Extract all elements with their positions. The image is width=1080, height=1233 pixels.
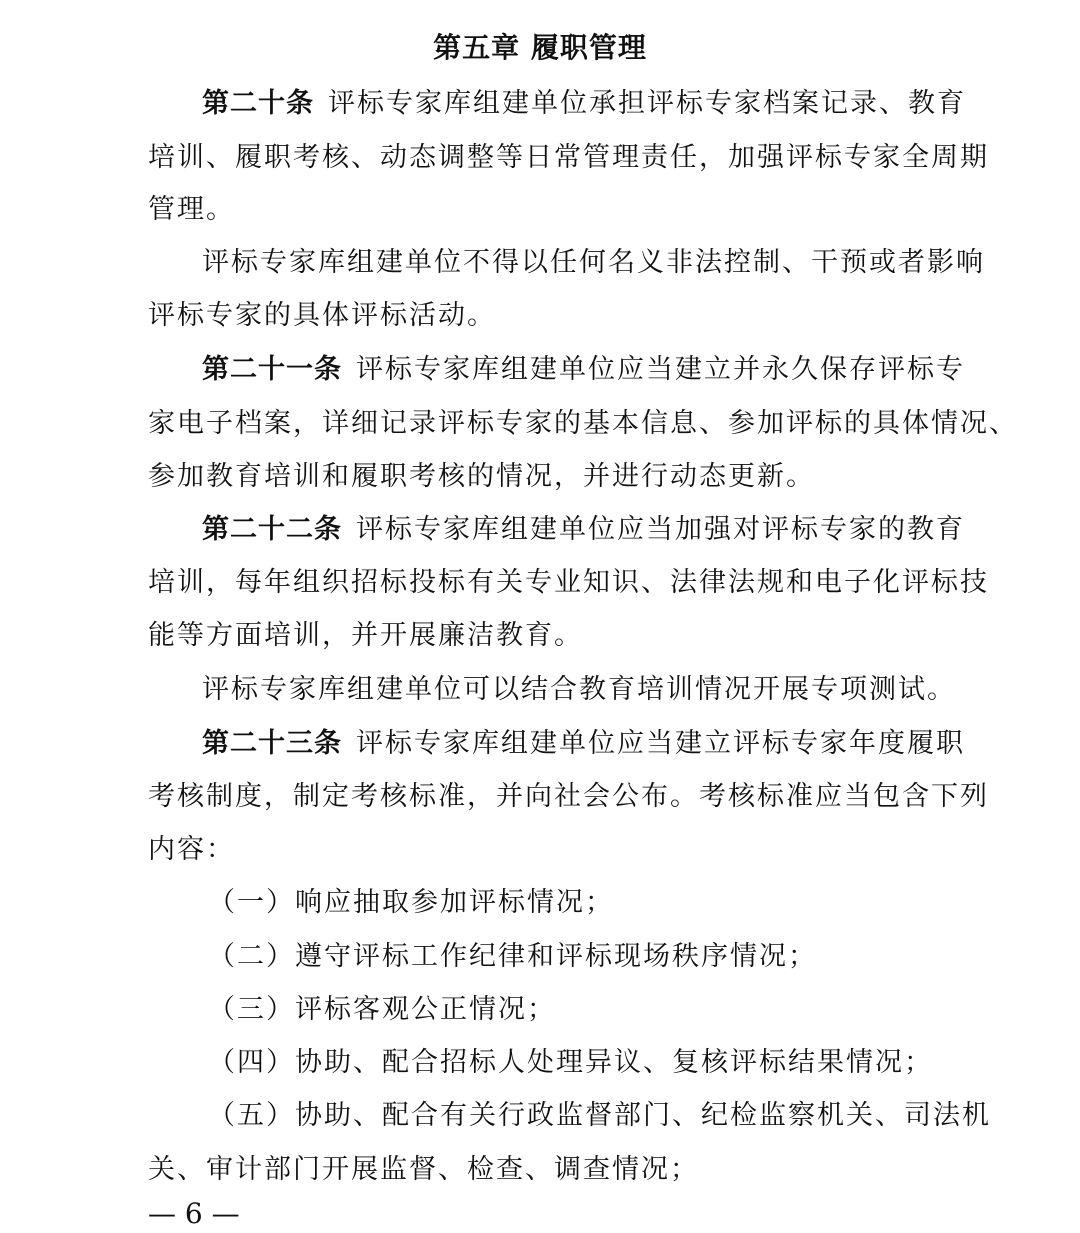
article-22-line-3: 能等方面培训，并开展廉洁教育。 [148, 620, 583, 651]
article-21-line-1 [202, 350, 992, 390]
article-23-line-3: 内容： [148, 834, 235, 865]
article-20-line-1 [202, 84, 992, 124]
article-22-line-2: 培训，每年组织招标投标有关专业知识、法律法规和电子化评标技 [148, 567, 989, 598]
article-21-line-2: 家电子档案，详细记录评标专家的基本信息、参加评标的具体情况、 [148, 408, 1018, 439]
article-20-line-3: 管理。 [148, 194, 235, 225]
article-23-heading: 第二十三条 [202, 728, 342, 759]
article-20-text-1: 评标专家库组建单位承担评标专家档案记录、教育 [328, 88, 966, 119]
article-21-text-1: 评标专家库组建单位应当建立并永久保存评标专 [356, 354, 965, 385]
article-22-heading: 第二十二条 [202, 514, 342, 545]
list-item-5: （五）协助、配合有关行政监督部门、纪检监察机关、司法机 [208, 1100, 991, 1131]
list-item-2: （二）遵守评标工作纪律和评标现场秩序情况； [208, 941, 817, 972]
chapter-title: 第五章 履职管理 [433, 31, 647, 64]
article-21-line-3: 参加教育培训和履职考核的情况，并进行动态更新。 [148, 461, 815, 492]
article-20-para-2-line-2: 评标专家的具体评标活动。 [148, 300, 496, 331]
article-23-line-1 [202, 724, 992, 764]
list-item-1: （一）响应抽取参加评标情况； [208, 887, 614, 918]
article-20-heading: 第二十条 [202, 88, 314, 119]
article-20-para-2-line-1: 评标专家库组建单位不得以任何名义非法控制、干预或者影响 [202, 247, 985, 278]
article-23-text-1: 评标专家库组建单位应当建立评标专家年度履职 [356, 728, 965, 759]
article-20-line-2: 培训、履职考核、动态调整等日常管理责任，加强评标专家全周期 [148, 142, 989, 173]
list-item-4: （四）协助、配合招标人处理异议、复核评标结果情况； [208, 1047, 933, 1078]
article-22-line-1 [202, 510, 992, 550]
article-23-line-2: 考核制度，制定考核标准，并向社会公布。考核标准应当包含下列 [148, 781, 989, 812]
article-22-para-2-line-1: 评标专家库组建单位可以结合教育培训情况开展专项测试。 [202, 674, 956, 705]
list-item-3: （三）评标客观公正情况； [208, 994, 556, 1025]
page-number: — 6 — [148, 1197, 240, 1230]
list-item-5-continuation: 关、审计部门开展监督、检查、调查情况； [148, 1154, 699, 1185]
article-21-heading: 第二十一条 [202, 354, 342, 385]
article-22-text-1: 评标专家库组建单位应当加强对评标专家的教育 [356, 514, 965, 545]
